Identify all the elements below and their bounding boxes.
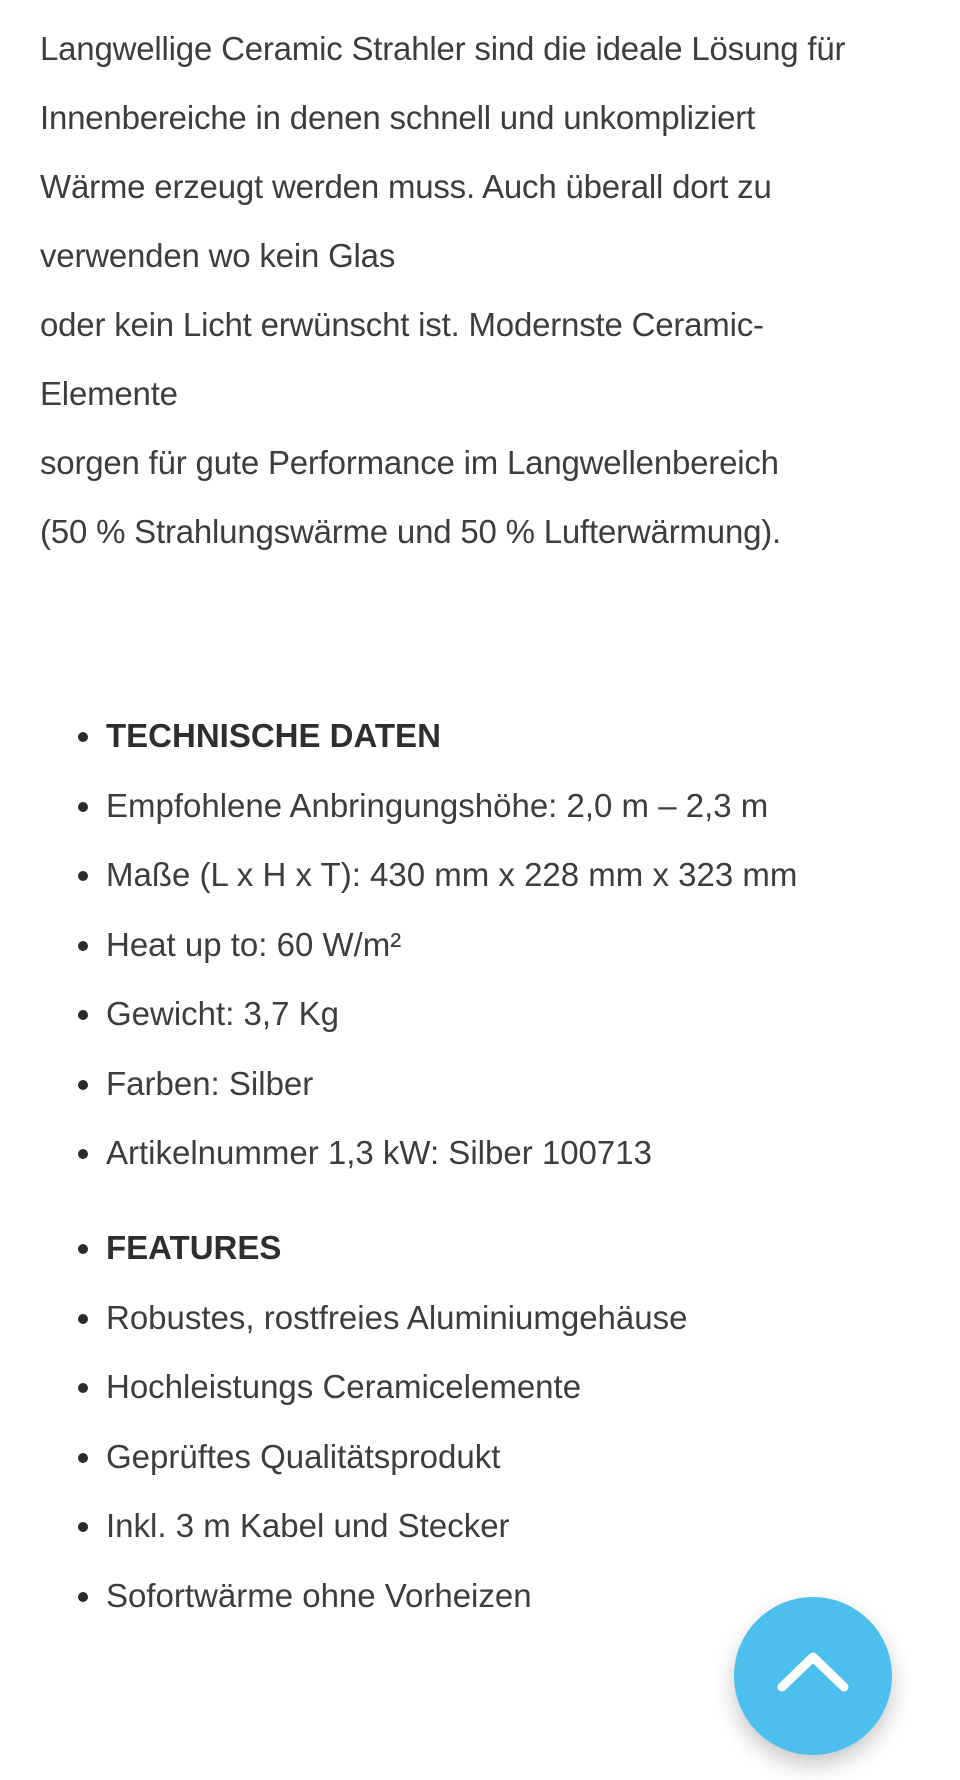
intro-line: Elemente [40,375,178,412]
list-item: Geprüftes Qualitätsprodukt [106,1422,926,1492]
features-list [106,1213,926,1630]
intro-line: sorgen für gute Performance im Langwellenbereich [40,444,779,481]
intro-line: Langwellige Ceramic Strahler sind die ideale Lösung für [40,30,846,67]
scroll-to-top-button[interactable] [734,1597,892,1755]
intro-text [40,14,930,566]
product-description [40,14,930,566]
list-item: Farben: Silber [106,1049,926,1119]
features-heading: FEATURES [106,1213,926,1283]
list-item: Inkl. 3 m Kabel und Stecker [106,1491,926,1561]
intro-line: (50 % Strahlungswärme und 50 % Lufterwärmung). [40,513,782,550]
intro-line: verwenden wo kein Glas [40,237,396,274]
list-item: Hochleistungs Ceramicelemente [106,1352,926,1422]
list-item: Artikelnummer 1,3 kW: Silber 100713 [106,1118,926,1188]
intro-line: Wärme erzeugt werden muss. Auch überall dort zu [40,168,772,205]
technical-data-heading: TECHNISCHE DATEN [106,701,926,771]
intro-line: Innenbereiche in denen schnell und unkompliziert [40,99,756,136]
technical-data-list [106,701,926,1188]
chevron-up-icon [776,1649,850,1693]
list-item: Maße (L x H x T): 430 mm x 228 mm x 323 mm [106,840,926,910]
list-item: Sofortwärme ohne Vorheizen [106,1561,926,1631]
list-item: Empfohlene Anbringungshöhe: 2,0 m – 2,3 m [106,771,926,841]
intro-line: oder kein Licht erwünscht ist. Modernste Ceramic- [40,306,764,343]
list-item: Gewicht: 3,7 Kg [106,979,926,1049]
list-item: Robustes, rostfreies Aluminiumgehäuse [106,1283,926,1353]
list-item: Heat up to: 60 W/m² [106,910,926,980]
